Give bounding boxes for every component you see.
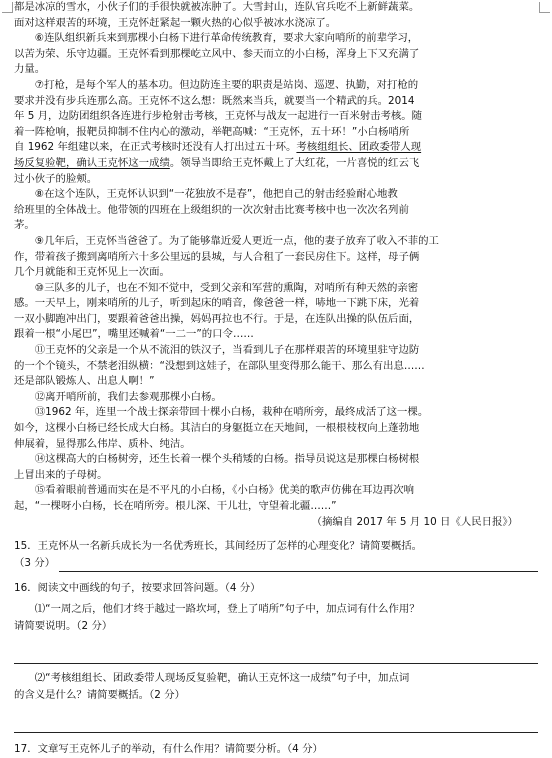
- text-line: ⑩三队多的儿子，也在不知不觉中，受到父亲和军营的熏陶，对哨所有种天然的亲密: [34, 281, 419, 294]
- underlined-sentence: 场反复验靶，确认王克怀这一成绩: [14, 156, 170, 169]
- text-line: 上冒出来的子母树。: [14, 468, 108, 481]
- text-line: 几个月就能和王克怀见上一次面。: [14, 266, 170, 279]
- text-line: ⑨几年后，王克怀当爸爸了。为了能够靠近爱人更近一点，他的妻子放弃了收入不菲的工: [34, 234, 439, 247]
- question-text: 17．文章写王克怀儿子的举动，有什么作用？请简要分析。（4 分）: [14, 743, 323, 756]
- text-line: 都是冰凉的雪水，小伙子们的手很快就被冻肿了。大雪封山，连队官兵吃不上新鲜蔬菜。: [14, 1, 420, 13]
- text-line: ⑧在这个连队，王克怀认识到“一花独放不是春”，他把自己的射击经验耐心地教: [34, 188, 398, 201]
- paragraph-12: [14, 390, 538, 406]
- question-15: [14, 538, 538, 572]
- text-line: [14, 156, 538, 172]
- text-line: 起，“一棵呀小白杨，长在哨所旁。根儿深、干儿壮，守望着北疆……”: [14, 500, 337, 512]
- text-line: 还是部队锻炼人、出息人啊！”: [14, 375, 155, 388]
- answer-line[interactable]: [14, 663, 538, 664]
- sub-question-2-cont: 的含义是什么？请简要概括。（2 分）: [14, 689, 185, 702]
- text-line: 作，带着孩子搬到离哨所六十多公里远的县城，与人合租了一套民房住下。这样，母子俩: [14, 250, 420, 263]
- text-line: ⑪王克怀的父亲是一个从不流泪的铁汉子，当看到儿子在那样艰苦的环境里驻守边防: [34, 344, 420, 357]
- text-line: 以苦为荣、乐守边疆。王克怀看到那棵屹立风中、参天而立的小白杨，浑身上下又充满了: [14, 47, 420, 60]
- text-line: ⑮看着眼前普通而实在是不平凡的小白杨，《小白杨》优美的歌声仿佛在耳边再次响: [34, 484, 415, 497]
- question-text: 16．阅读文中画线的句子，按要求回答问题。（4 分）: [14, 582, 261, 595]
- sub-question-1: ⑴“一周之后，他们才终于越过一路坎坷，登上了哨所”句子中，加点词有什么作用？: [34, 603, 420, 616]
- paragraph-9: [14, 234, 538, 281]
- text-line: 一双小脚跑冲出门，要跟着爸爸出操，妈妈再拉也不行。于是，在连队出操的队伍后面，: [14, 312, 420, 325]
- question-text: 15．王克怀从一名新兵成长为一名优秀班长，其间经历了怎样的心理变化？请简要概括。: [14, 540, 423, 553]
- paragraph-5-end: [14, 0, 538, 31]
- paragraph-7: [14, 78, 538, 187]
- question-score: （3 分）: [14, 557, 56, 570]
- text-line: 着一阵枪响，报靶员抑制不住内心的激动，举靶高喊：“王克怀，五十环！”小白杨哨所: [14, 125, 410, 138]
- paragraph-13: [14, 405, 538, 452]
- text-line: ⑥连队组织新兵来到那棵小白杨下进行革命传统教育，要求大家向哨所的前辈学习，: [34, 32, 419, 45]
- text-line: 要求并没有步兵连那么高。王克怀不这么想：既然来当兵，就要当一个精武的兵。2014: [14, 94, 415, 107]
- sub-question-2: ⑵“考核组组长、团政委带人现场反复验靶，确认王克怀这一成绩”句子中，加点词: [34, 672, 410, 685]
- text-span: 自 1962 年组建以来，在正式考核时还没有人打出过五十环。: [14, 141, 297, 154]
- text-line: ⑫离开哨所前，我们去参观那棵小白杨。: [34, 390, 222, 403]
- paragraph-11: [14, 343, 538, 390]
- text-span: 。领导当即给王克怀戴上了大红花，一片喜悦的红云飞: [169, 156, 420, 169]
- text-line: 的一个个镜头，不禁老泪纵横：“没想到这娃子，在部队里变得那么能干、那么有出息……: [14, 359, 425, 372]
- text-line: ⑭这棵高大的白杨树旁，还生长着一棵个头稍矮的白杨。指导员说这是那棵白杨树根: [34, 453, 420, 466]
- paragraph-14: [14, 452, 538, 483]
- page-corner-mark-top-left: [2, 2, 13, 13]
- answer-line[interactable]: [59, 559, 538, 572]
- text-line: 茅。: [14, 219, 35, 232]
- text-line: 年 5 月，边防团组织各连进行步枪射击考核，王克怀与战友一起进行一百米射击考核。随: [14, 110, 423, 123]
- text-line: 跟着一根“小尾巴”，嘴里还喊着“一二一”的口令……: [14, 328, 254, 341]
- question-16: [14, 580, 538, 733]
- text-line: 伸展着，显得那么伟岸、质朴、纯洁。: [14, 437, 191, 450]
- text-line: [14, 140, 538, 156]
- text-line: 如今，这棵小白杨已经长成大白杨。其洁白的身躯挺立在天地间，一根根枝杈向上蓬勃地: [14, 422, 420, 435]
- text-line: ⑦打枪，是每个军人的基本功。但边防连主要的职责是站岗、巡逻、执勤，对打枪的: [34, 78, 419, 91]
- paragraph-15: [14, 483, 538, 514]
- paragraph-6: [14, 31, 538, 78]
- sub-question-1-cont: 请简要说明。（2 分）: [14, 620, 113, 633]
- answer-line[interactable]: [14, 732, 538, 733]
- text-line: 力量。: [14, 63, 46, 76]
- document-page: [14, 0, 538, 758]
- page-corner-mark-top-right: [539, 2, 550, 13]
- text-line: 过小伙子的脸颊。: [14, 172, 98, 185]
- paragraph-10: [14, 281, 538, 343]
- text-line: ⑬1962 年，连里一个战士探亲带回十棵小白杨，栽种在哨所旁，最终成活了这一棵。: [34, 406, 429, 419]
- underlined-sentence: 考核组组长、团政委带人现: [296, 141, 422, 154]
- text-line: 面对这样艰苦的环境，王克怀赶紧起一颗火热的心似乎被冰水浇凉了。: [14, 16, 337, 29]
- text-line: 给班里的全体战士。他带领的四班在上级组织的一次次射击比赛考核中也一次次名列前: [14, 203, 409, 216]
- answer-row: [14, 555, 538, 572]
- source-citation: （摘编自 2017 年 5 月 10 日《人民日报》）: [311, 515, 518, 528]
- paragraph-8: [14, 187, 538, 234]
- question-17: [14, 741, 538, 758]
- text-line: 感。一天早上，刚来哨所的儿子，听到起床的哨音，像爸爸一样，哧地一下跳下床，光着: [14, 297, 420, 310]
